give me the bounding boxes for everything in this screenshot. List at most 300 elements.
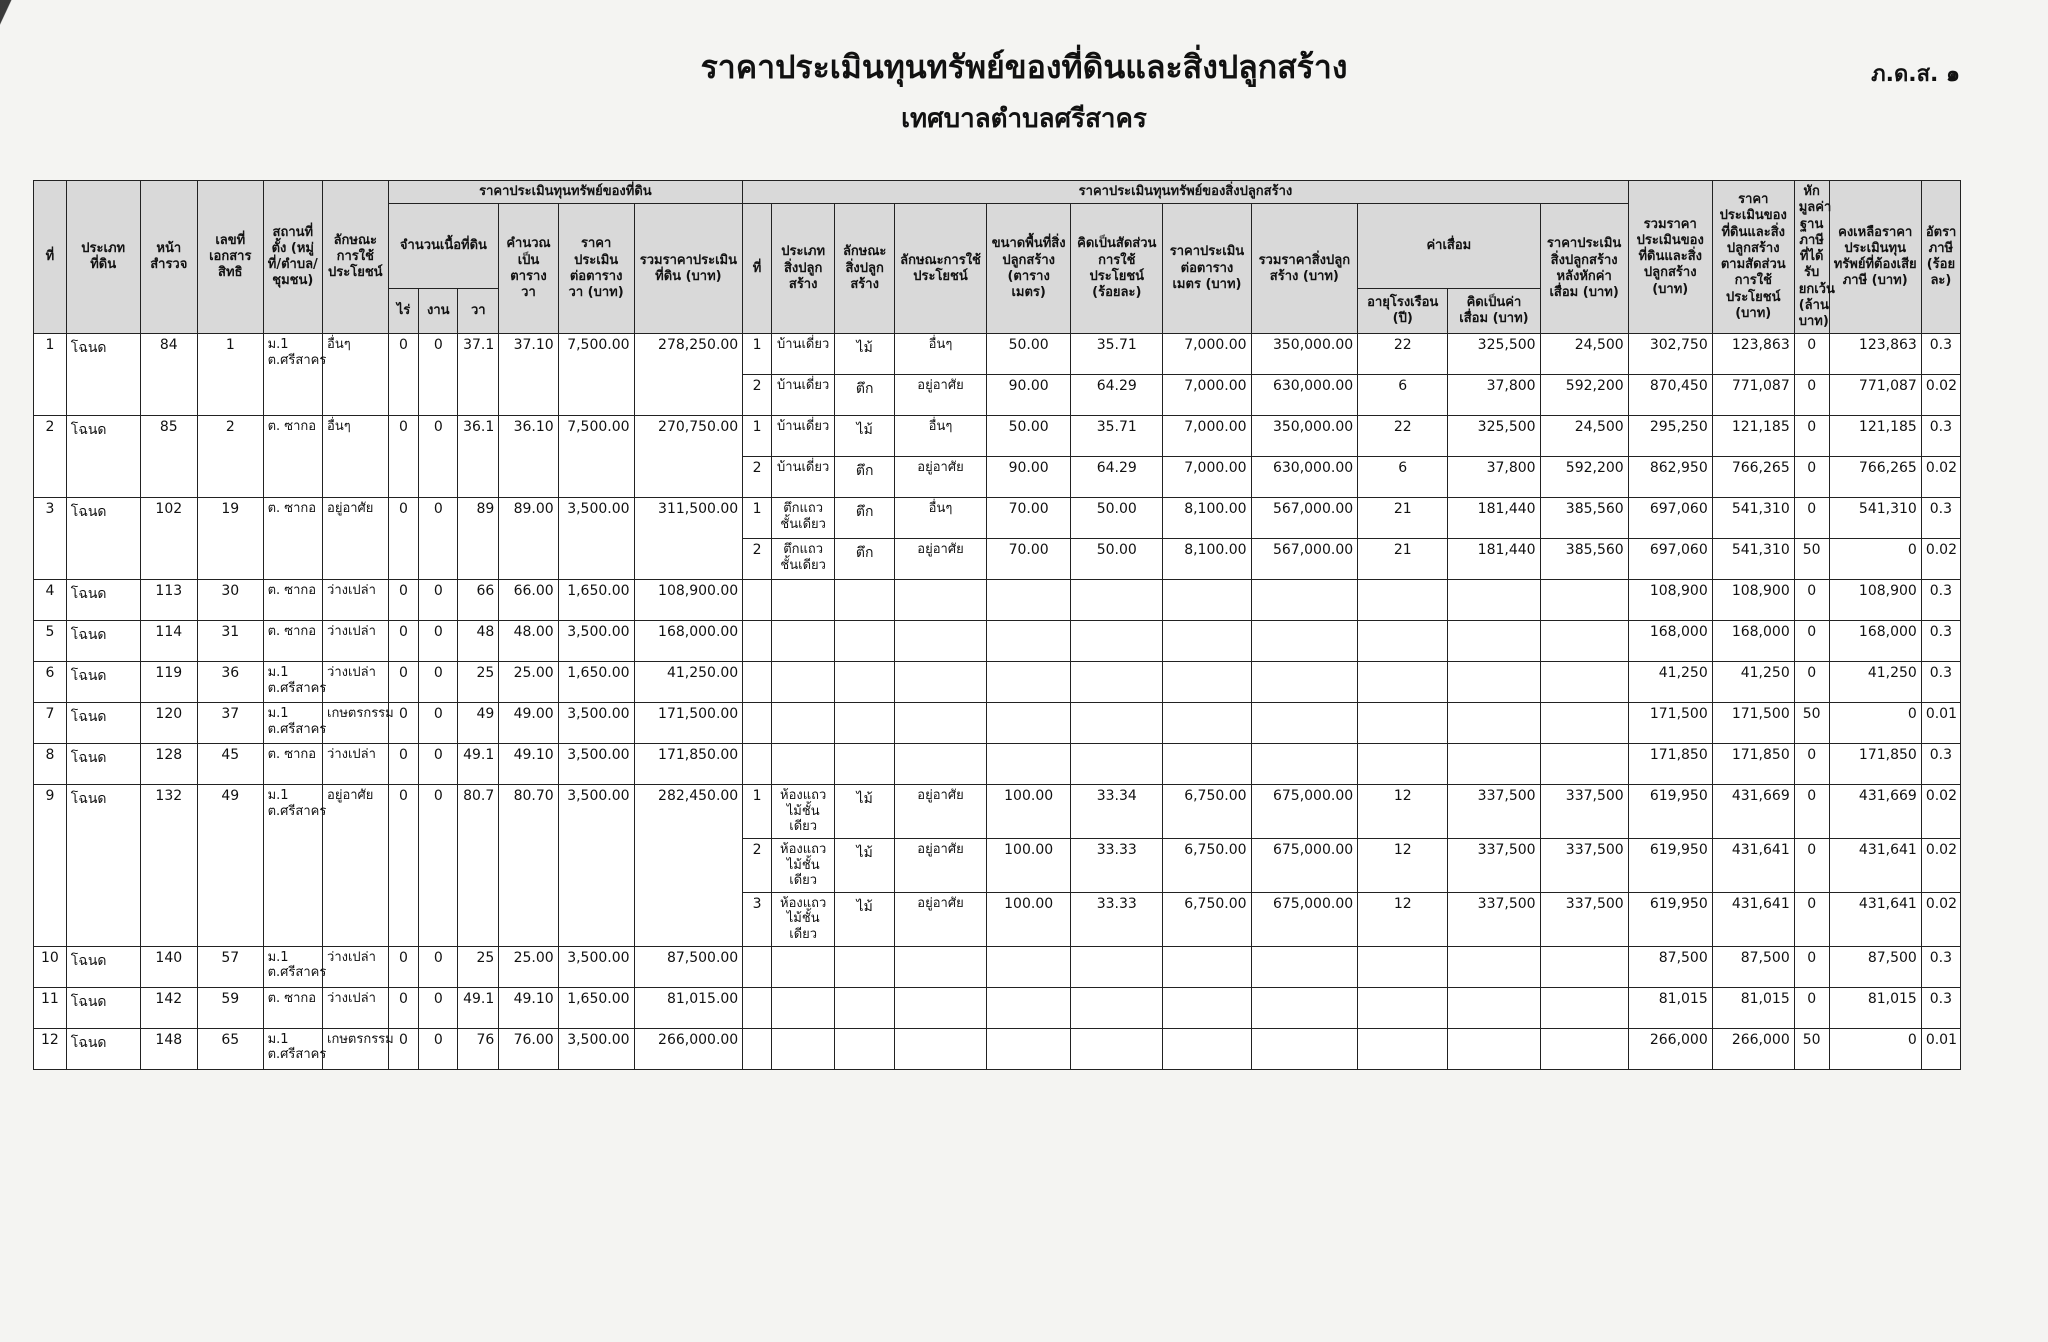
- bldg-age: [1358, 662, 1448, 703]
- row-rai: 0: [388, 580, 419, 621]
- bldg-kind: [835, 621, 894, 662]
- table-row: [34, 580, 1961, 621]
- total-value: 697,060: [1628, 498, 1712, 539]
- bldg-type: ห้องแถวไม้ชั้นเดียว: [771, 839, 835, 893]
- bldg-area: 90.00: [987, 375, 1071, 416]
- bldg-usage-ratio: [1071, 580, 1163, 621]
- bldg-usage-ratio: [1071, 621, 1163, 662]
- col-no: ที่: [34, 181, 67, 334]
- taxable: 0: [1829, 539, 1921, 580]
- bldg-total: [1251, 744, 1358, 785]
- row-price-per-wa: 3,500.00: [558, 498, 634, 580]
- table-header: [34, 181, 1961, 334]
- row-land-total: 87,500.00: [634, 946, 743, 987]
- row-doc-no: 30: [197, 580, 263, 621]
- row-usage: ว่างเปล่า: [323, 987, 389, 1028]
- row-price-per-wa: 7,500.00: [558, 416, 634, 498]
- bldg-kind: [835, 662, 894, 703]
- bldg-usage: อยู่อาศัย: [894, 375, 986, 416]
- ratio-value: 431,669: [1712, 785, 1794, 839]
- row-usage: ว่างเปล่า: [323, 662, 389, 703]
- bldg-kind: [835, 744, 894, 785]
- row-calc-wa: 48.00: [499, 621, 558, 662]
- total-value: 619,950: [1628, 785, 1712, 839]
- bldg-age: [1358, 621, 1448, 662]
- row-survey-page: 128: [140, 744, 197, 785]
- bldg-usage: อยู่อาศัย: [894, 892, 986, 946]
- bldg-usage: อื่นๆ: [894, 416, 986, 457]
- bldg-area: 70.00: [987, 539, 1071, 580]
- bldg-usage-ratio: 33.33: [1071, 892, 1163, 946]
- row-no: 11: [34, 987, 67, 1028]
- ratio-value: 41,250: [1712, 662, 1794, 703]
- bldg-usage-ratio: [1071, 1028, 1163, 1069]
- bldg-total: [1251, 621, 1358, 662]
- row-no: 7: [34, 703, 67, 744]
- ratio-value: 81,015: [1712, 987, 1794, 1028]
- row-rai: 0: [388, 498, 419, 580]
- row-no: 6: [34, 662, 67, 703]
- col-calc-wa: คำนวณเป็นตารางวา: [499, 204, 558, 334]
- row-ngan: 0: [419, 703, 458, 744]
- row-land-type: โฉนด: [66, 785, 140, 946]
- ratio-value: 766,265: [1712, 457, 1794, 498]
- row-calc-wa: 66.00: [499, 580, 558, 621]
- taxable: 108,900: [1829, 580, 1921, 621]
- row-doc-no: 65: [197, 1028, 263, 1069]
- ratio-value: 431,641: [1712, 892, 1794, 946]
- bldg-price-per-sqm: 8,100.00: [1163, 539, 1251, 580]
- row-survey-page: 113: [140, 580, 197, 621]
- ratio-value: 168,000: [1712, 621, 1794, 662]
- bldg-type: ตึกแถวชั้นเดียว: [771, 498, 835, 539]
- row-calc-wa: 49.10: [499, 987, 558, 1028]
- bldg-age: [1358, 987, 1448, 1028]
- bldg-price-per-sqm: 6,750.00: [1163, 785, 1251, 839]
- bldg-type: [771, 580, 835, 621]
- row-usage: ว่างเปล่า: [323, 946, 389, 987]
- bldg-total: 567,000.00: [1251, 539, 1358, 580]
- table-row: [34, 621, 1961, 662]
- bldg-depr-amount: [1448, 621, 1540, 662]
- row-no: 10: [34, 946, 67, 987]
- row-price-per-wa: 1,650.00: [558, 662, 634, 703]
- bldg-no: 1: [743, 498, 772, 539]
- bldg-price-per-sqm: [1163, 987, 1251, 1028]
- tax-rate: 0.3: [1921, 946, 1960, 987]
- row-price-per-wa: 1,650.00: [558, 580, 634, 621]
- table-row: [34, 946, 1961, 987]
- bldg-price-per-sqm: [1163, 703, 1251, 744]
- bldg-type: บ้านเดี่ยว: [771, 334, 835, 375]
- bldg-total: [1251, 703, 1358, 744]
- bldg-age: [1358, 703, 1448, 744]
- group-area: จำนวนเนื้อที่ดิน: [388, 204, 499, 289]
- col-total-value: รวมราคาประเมินของที่ดินและสิ่งปลูกสร้าง (บาท): [1628, 181, 1712, 334]
- bldg-age: 12: [1358, 785, 1448, 839]
- bldg-area: 70.00: [987, 498, 1071, 539]
- row-doc-no: 59: [197, 987, 263, 1028]
- total-value: 295,250: [1628, 416, 1712, 457]
- row-rai: 0: [388, 1028, 419, 1069]
- exemption: 0: [1794, 744, 1829, 785]
- bldg-depr-amount: 325,500: [1448, 334, 1540, 375]
- taxable: 431,669: [1829, 785, 1921, 839]
- bldg-price-per-sqm: 8,100.00: [1163, 498, 1251, 539]
- bldg-no: 2: [743, 539, 772, 580]
- row-usage: อื่นๆ: [323, 416, 389, 498]
- bldg-no: 2: [743, 375, 772, 416]
- row-wa: 25: [458, 946, 499, 987]
- page-title: ราคาประเมินทุนทรัพย์ของที่ดินและสิ่งปลูกสร้าง: [700, 48, 1348, 86]
- bldg-after-depr: [1540, 703, 1628, 744]
- bldg-after-depr: [1540, 621, 1628, 662]
- row-rai: 0: [388, 785, 419, 946]
- exemption: 50: [1794, 539, 1829, 580]
- bldg-total: 675,000.00: [1251, 892, 1358, 946]
- tax-rate: 0.02: [1921, 375, 1960, 416]
- exemption: 0: [1794, 946, 1829, 987]
- row-calc-wa: 49.10: [499, 744, 558, 785]
- row-doc-no: 36: [197, 662, 263, 703]
- total-value: 619,950: [1628, 892, 1712, 946]
- ratio-value: 171,850: [1712, 744, 1794, 785]
- bldg-depr-amount: [1448, 987, 1540, 1028]
- bldg-depr-amount: 337,500: [1448, 892, 1540, 946]
- tax-rate: 0.3: [1921, 498, 1960, 539]
- group-building: ราคาประเมินทุนทรัพย์ของสิ่งปลูกสร้าง: [743, 181, 1628, 204]
- exemption: 0: [1794, 375, 1829, 416]
- bldg-usage-ratio: 33.33: [1071, 839, 1163, 893]
- bldg-age: 22: [1358, 334, 1448, 375]
- row-land-total: 278,250.00: [634, 334, 743, 416]
- row-survey-page: 102: [140, 498, 197, 580]
- bldg-depr-amount: 325,500: [1448, 416, 1540, 457]
- bldg-area: 50.00: [987, 334, 1071, 375]
- bldg-total: [1251, 987, 1358, 1028]
- bldg-no: [743, 703, 772, 744]
- bldg-depr-amount: 37,800: [1448, 457, 1540, 498]
- bldg-usage: [894, 580, 986, 621]
- col-price-per-wa: ราคาประเมินต่อตารางวา (บาท): [558, 204, 634, 334]
- bldg-usage-ratio: [1071, 703, 1163, 744]
- row-no: 9: [34, 785, 67, 946]
- bldg-kind: ไม้: [835, 416, 894, 457]
- bldg-total: [1251, 580, 1358, 621]
- tax-rate: 0.3: [1921, 987, 1960, 1028]
- row-ngan: 0: [419, 785, 458, 946]
- col-depr-amount: คิดเป็นค่าเสื่อม (บาท): [1448, 288, 1540, 333]
- bldg-total: 350,000.00: [1251, 334, 1358, 375]
- row-ngan: 0: [419, 987, 458, 1028]
- ratio-value: 771,087: [1712, 375, 1794, 416]
- col-location: สถานที่ตั้ง (หมู่ที่/ตำบล/ชุมชน): [263, 181, 322, 334]
- row-no: 8: [34, 744, 67, 785]
- bldg-depr-amount: 181,440: [1448, 539, 1540, 580]
- bldg-price-per-sqm: 7,000.00: [1163, 416, 1251, 457]
- bldg-no: [743, 1028, 772, 1069]
- bldg-depr-amount: [1448, 703, 1540, 744]
- bldg-usage-ratio: 50.00: [1071, 539, 1163, 580]
- bldg-after-depr: [1540, 744, 1628, 785]
- ratio-value: 431,641: [1712, 839, 1794, 893]
- bldg-usage: [894, 662, 986, 703]
- bldg-kind: [835, 580, 894, 621]
- row-land-total: 81,015.00: [634, 987, 743, 1028]
- tax-rate: 0.01: [1921, 1028, 1960, 1069]
- total-value: 41,250: [1628, 662, 1712, 703]
- bldg-age: [1358, 580, 1448, 621]
- bldg-price-per-sqm: 7,000.00: [1163, 334, 1251, 375]
- col-ngan: งาน: [419, 288, 458, 333]
- total-value: 302,750: [1628, 334, 1712, 375]
- bldg-after-depr: [1540, 987, 1628, 1028]
- row-wa: 66: [458, 580, 499, 621]
- bldg-area: [987, 662, 1071, 703]
- row-land-type: โฉนด: [66, 662, 140, 703]
- row-doc-no: 49: [197, 785, 263, 946]
- ratio-value: 541,310: [1712, 539, 1794, 580]
- row-location: ม.1 ต.ศรีสาคร: [263, 662, 322, 703]
- col-doc-no: เลขที่เอกสารสิทธิ: [197, 181, 263, 334]
- bldg-kind: ตึก: [835, 375, 894, 416]
- row-calc-wa: 37.10: [499, 334, 558, 416]
- row-survey-page: 84: [140, 334, 197, 416]
- bldg-price-per-sqm: [1163, 662, 1251, 703]
- row-land-total: 311,500.00: [634, 498, 743, 580]
- row-land-type: โฉนด: [66, 580, 140, 621]
- bldg-usage: อยู่อาศัย: [894, 457, 986, 498]
- row-land-total: 171,500.00: [634, 703, 743, 744]
- taxable: 541,310: [1829, 498, 1921, 539]
- bldg-no: 1: [743, 334, 772, 375]
- row-land-type: โฉนด: [66, 498, 140, 580]
- row-land-type: โฉนด: [66, 744, 140, 785]
- row-ngan: 0: [419, 498, 458, 580]
- bldg-price-per-sqm: [1163, 1028, 1251, 1069]
- col-age: อายุโรงเรือน (ปี): [1358, 288, 1448, 333]
- row-wa: 76: [458, 1028, 499, 1069]
- row-location: ต. ซากอ: [263, 498, 322, 580]
- bldg-usage-ratio: [1071, 987, 1163, 1028]
- row-rai: 0: [388, 703, 419, 744]
- row-no: 1: [34, 334, 67, 416]
- bldg-after-depr: 592,200: [1540, 375, 1628, 416]
- row-location: ม.1 ต.ศรีสาคร: [263, 703, 322, 744]
- bldg-depr-amount: 337,500: [1448, 839, 1540, 893]
- bldg-after-depr: 337,500: [1540, 785, 1628, 839]
- taxable: 0: [1829, 1028, 1921, 1069]
- bldg-depr-amount: [1448, 946, 1540, 987]
- row-wa: 48: [458, 621, 499, 662]
- row-usage: ว่างเปล่า: [323, 621, 389, 662]
- bldg-price-per-sqm: 6,750.00: [1163, 892, 1251, 946]
- tax-rate: 0.02: [1921, 457, 1960, 498]
- bldg-after-depr: [1540, 946, 1628, 987]
- row-calc-wa: 76.00: [499, 1028, 558, 1069]
- exemption: 0: [1794, 334, 1829, 375]
- row-location: ม.1 ต.ศรีสาคร: [263, 946, 322, 987]
- taxable: 81,015: [1829, 987, 1921, 1028]
- row-rai: 0: [388, 621, 419, 662]
- bldg-no: 1: [743, 416, 772, 457]
- row-survey-page: 148: [140, 1028, 197, 1069]
- bldg-area: 100.00: [987, 892, 1071, 946]
- tax-rate: 0.01: [1921, 703, 1960, 744]
- bldg-kind: ตึก: [835, 498, 894, 539]
- col-price-per-sqm: ราคาประเมินต่อตารางเมตร (บาท): [1163, 204, 1251, 334]
- row-land-total: 171,850.00: [634, 744, 743, 785]
- row-wa: 49: [458, 703, 499, 744]
- bldg-after-depr: 24,500: [1540, 334, 1628, 375]
- bldg-usage: อยู่อาศัย: [894, 839, 986, 893]
- ratio-value: 266,000: [1712, 1028, 1794, 1069]
- bldg-no: [743, 580, 772, 621]
- row-price-per-wa: 3,500.00: [558, 621, 634, 662]
- row-location: ม.1 ต.ศรีสาคร: [263, 1028, 322, 1069]
- row-land-type: โฉนด: [66, 946, 140, 987]
- row-survey-page: 140: [140, 946, 197, 987]
- row-ngan: 0: [419, 621, 458, 662]
- col-bldg-usage: ลักษณะการใช้ประโยชน์: [894, 204, 986, 334]
- col-usage: ลักษณะการใช้ประโยชน์: [323, 181, 389, 334]
- row-land-total: 282,450.00: [634, 785, 743, 946]
- col-wa: วา: [458, 288, 499, 333]
- bldg-age: 22: [1358, 416, 1448, 457]
- bldg-usage-ratio: 35.71: [1071, 334, 1163, 375]
- row-wa: 49.1: [458, 744, 499, 785]
- taxable: 431,641: [1829, 839, 1921, 893]
- row-land-type: โฉนด: [66, 987, 140, 1028]
- exemption: 0: [1794, 662, 1829, 703]
- row-doc-no: 1: [197, 334, 263, 416]
- total-value: 171,850: [1628, 744, 1712, 785]
- bldg-kind: [835, 987, 894, 1028]
- bldg-area: 90.00: [987, 457, 1071, 498]
- bldg-after-depr: 592,200: [1540, 457, 1628, 498]
- row-land-type: โฉนด: [66, 416, 140, 498]
- row-land-total: 108,900.00: [634, 580, 743, 621]
- ratio-value: 108,900: [1712, 580, 1794, 621]
- col-bldg-total: รวมราคาสิ่งปลูกสร้าง (บาท): [1251, 204, 1358, 334]
- row-doc-no: 57: [197, 946, 263, 987]
- row-land-total: 168,000.00: [634, 621, 743, 662]
- row-wa: 80.7: [458, 785, 499, 946]
- table-row: [34, 662, 1961, 703]
- bldg-area: [987, 946, 1071, 987]
- bldg-after-depr: 24,500: [1540, 416, 1628, 457]
- bldg-total: 567,000.00: [1251, 498, 1358, 539]
- tax-rate: 0.02: [1921, 839, 1960, 893]
- row-price-per-wa: 3,500.00: [558, 703, 634, 744]
- row-land-type: โฉนด: [66, 703, 140, 744]
- bldg-after-depr: [1540, 662, 1628, 703]
- row-doc-no: 19: [197, 498, 263, 580]
- bldg-type: [771, 987, 835, 1028]
- row-ngan: 0: [419, 416, 458, 498]
- bldg-area: 100.00: [987, 839, 1071, 893]
- total-value: 862,950: [1628, 457, 1712, 498]
- exemption: 0: [1794, 621, 1829, 662]
- col-land-type: ประเภทที่ดิน: [66, 181, 140, 334]
- row-ngan: 0: [419, 1028, 458, 1069]
- bldg-usage: [894, 744, 986, 785]
- bldg-depr-amount: [1448, 744, 1540, 785]
- row-doc-no: 31: [197, 621, 263, 662]
- exemption: 0: [1794, 498, 1829, 539]
- row-location: ต. ซากอ: [263, 416, 322, 498]
- bldg-total: 675,000.00: [1251, 839, 1358, 893]
- bldg-after-depr: [1540, 1028, 1628, 1069]
- bldg-kind: ตึก: [835, 539, 894, 580]
- bldg-price-per-sqm: [1163, 744, 1251, 785]
- bldg-age: 6: [1358, 375, 1448, 416]
- total-value: 619,950: [1628, 839, 1712, 893]
- bldg-area: [987, 987, 1071, 1028]
- bldg-usage-ratio: [1071, 662, 1163, 703]
- row-ngan: 0: [419, 744, 458, 785]
- bldg-type: [771, 946, 835, 987]
- row-no: 4: [34, 580, 67, 621]
- bldg-depr-amount: 37,800: [1448, 375, 1540, 416]
- bldg-usage: [894, 703, 986, 744]
- bldg-usage: อื่นๆ: [894, 498, 986, 539]
- row-ngan: 0: [419, 580, 458, 621]
- bldg-no: 3: [743, 892, 772, 946]
- bldg-no: [743, 621, 772, 662]
- row-no: 2: [34, 416, 67, 498]
- tax-rate: 0.3: [1921, 416, 1960, 457]
- row-rai: 0: [388, 416, 419, 498]
- bldg-kind: ตึก: [835, 457, 894, 498]
- bldg-area: 100.00: [987, 785, 1071, 839]
- row-calc-wa: 89.00: [499, 498, 558, 580]
- bldg-usage-ratio: [1071, 744, 1163, 785]
- bldg-after-depr: 385,560: [1540, 498, 1628, 539]
- row-location: ต. ซากอ: [263, 580, 322, 621]
- row-wa: 37.1: [458, 334, 499, 416]
- bldg-type: ตึกแถวชั้นเดียว: [771, 539, 835, 580]
- row-wa: 36.1: [458, 416, 499, 498]
- assessment-table: [33, 180, 1961, 1070]
- row-wa: 89: [458, 498, 499, 580]
- bldg-type: [771, 621, 835, 662]
- ratio-value: 171,500: [1712, 703, 1794, 744]
- tax-rate: 0.02: [1921, 539, 1960, 580]
- bldg-type: [771, 662, 835, 703]
- bldg-total: 630,000.00: [1251, 375, 1358, 416]
- total-value: 870,450: [1628, 375, 1712, 416]
- row-land-type: โฉนด: [66, 1028, 140, 1069]
- exemption: 0: [1794, 785, 1829, 839]
- bldg-no: [743, 662, 772, 703]
- total-value: 108,900: [1628, 580, 1712, 621]
- taxable: 87,500: [1829, 946, 1921, 987]
- row-survey-page: 114: [140, 621, 197, 662]
- taxable: 171,850: [1829, 744, 1921, 785]
- row-calc-wa: 49.00: [499, 703, 558, 744]
- taxable: 168,000: [1829, 621, 1921, 662]
- bldg-price-per-sqm: 7,000.00: [1163, 375, 1251, 416]
- bldg-after-depr: 337,500: [1540, 892, 1628, 946]
- bldg-usage: อื่นๆ: [894, 334, 986, 375]
- bldg-price-per-sqm: [1163, 621, 1251, 662]
- bldg-price-per-sqm: [1163, 580, 1251, 621]
- bldg-total: 630,000.00: [1251, 457, 1358, 498]
- row-usage: เกษตรกรรม: [323, 1028, 389, 1069]
- row-location: ต. ซากอ: [263, 744, 322, 785]
- bldg-age: 21: [1358, 539, 1448, 580]
